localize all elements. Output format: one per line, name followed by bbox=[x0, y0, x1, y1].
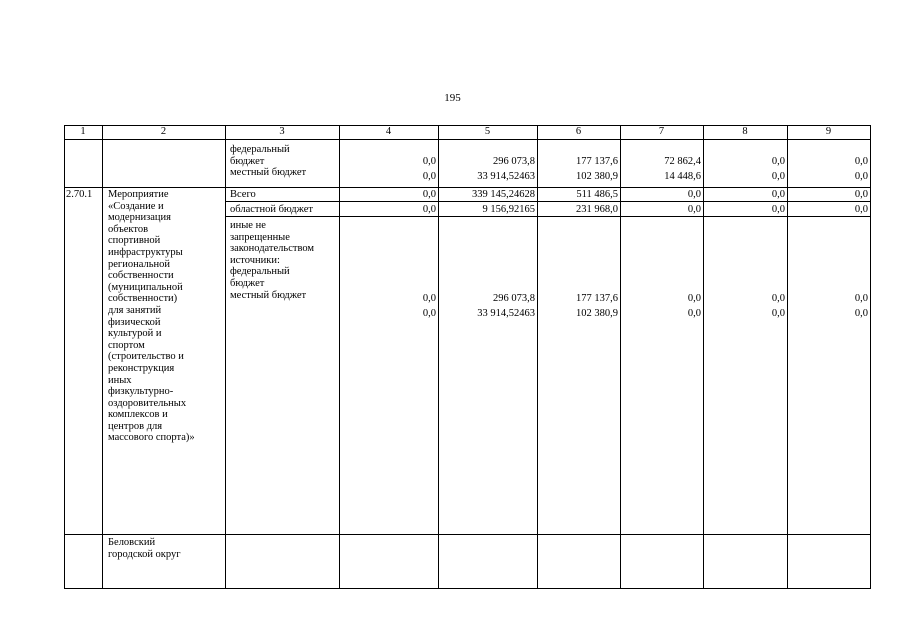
description-line: реконструкция bbox=[108, 362, 175, 374]
table-cell: 0,0 bbox=[854, 156, 868, 167]
table-cell: 296 073,8 bbox=[493, 293, 535, 304]
header-cell: 6 bbox=[575, 126, 582, 137]
col-border bbox=[225, 125, 226, 589]
col-border bbox=[64, 125, 65, 589]
description-line: региональной bbox=[108, 258, 170, 270]
table-cell: 0,0 bbox=[771, 308, 785, 319]
table-cell: 0,0 bbox=[422, 204, 436, 215]
table-cell: 0,0 bbox=[854, 204, 868, 215]
table-cell: 102 380,9 bbox=[576, 308, 618, 319]
table-cell: 231 968,0 bbox=[576, 204, 618, 215]
description-line: иных bbox=[108, 374, 132, 386]
description-line: спортом bbox=[108, 339, 145, 351]
description-line: комплексов и bbox=[108, 409, 168, 421]
table-cell: 0,0 bbox=[854, 293, 868, 304]
table-border-bottom bbox=[64, 588, 871, 589]
description-line: оздоровительных bbox=[108, 397, 187, 409]
table-cell: 0,0 bbox=[854, 308, 868, 319]
table-cell: 0,0 bbox=[422, 293, 436, 304]
table-cell: 511 486,5 bbox=[576, 189, 618, 200]
table-cell: 33 914,52463 bbox=[477, 171, 535, 182]
header-cell: 2 bbox=[160, 126, 167, 137]
header-cell: 8 bbox=[742, 126, 748, 137]
measure-description bbox=[108, 189, 195, 444]
row-divider bbox=[226, 216, 871, 217]
description-line: инфраструктуры bbox=[108, 246, 183, 258]
table-cell: 0,0 bbox=[771, 156, 785, 167]
budget-table bbox=[64, 125, 871, 589]
description-line: «Создание и bbox=[108, 200, 164, 212]
municipality-label bbox=[108, 537, 181, 560]
source-label: бюджет bbox=[230, 277, 265, 289]
header-cell: 1 bbox=[80, 126, 86, 137]
table-cell: 0,0 bbox=[422, 189, 436, 200]
row-divider bbox=[64, 187, 871, 188]
description-line: физкультурно- bbox=[108, 386, 174, 398]
description-line: культурой и bbox=[108, 328, 162, 340]
table-cell: 72 862,4 bbox=[664, 156, 701, 167]
other-sources-labels bbox=[230, 220, 314, 301]
table-cell: 102 380,9 bbox=[576, 171, 618, 182]
source-label: местный бюджет bbox=[230, 289, 307, 301]
row-divider bbox=[226, 201, 871, 202]
table-cell: 33 914,52463 bbox=[477, 308, 535, 319]
source-label: иные не bbox=[230, 220, 266, 231]
regional-label: областной бюджет bbox=[230, 204, 313, 215]
description-line: объектов bbox=[108, 223, 149, 235]
source-label: федеральный bbox=[230, 266, 290, 278]
table-cell: 0,0 bbox=[422, 308, 436, 319]
table-cell: 0,0 bbox=[687, 293, 701, 304]
table-cell: 0,0 bbox=[854, 189, 868, 200]
header-cell: 7 bbox=[658, 126, 665, 137]
table-cell: 177 137,6 bbox=[576, 156, 618, 167]
table-cell: 0,0 bbox=[771, 204, 785, 215]
header-cell: 3 bbox=[279, 126, 285, 137]
header-cell: 9 bbox=[825, 126, 832, 137]
table-cell: 0,0 bbox=[771, 171, 785, 182]
municipality-line: городской округ bbox=[108, 548, 181, 560]
row-code: 2.70.1 bbox=[66, 189, 93, 200]
total-label: Всего bbox=[230, 189, 256, 200]
table-cell: 0,0 bbox=[687, 189, 701, 200]
description-line: массового спорта)» bbox=[108, 432, 195, 444]
description-line: собственности bbox=[108, 270, 174, 282]
table-cell: 0,0 bbox=[422, 156, 436, 167]
table-cell: 0,0 bbox=[771, 189, 785, 200]
table-cell: 0,0 bbox=[687, 308, 701, 319]
source-label: источники: bbox=[230, 254, 280, 266]
table-cell: 9 156,92165 bbox=[482, 204, 535, 215]
table-cell: 0,0 bbox=[687, 204, 701, 215]
col-border bbox=[870, 125, 871, 589]
funding-source-labels bbox=[230, 144, 306, 179]
page-number: 195 bbox=[444, 92, 461, 104]
source-label: федеральный bbox=[230, 144, 290, 155]
col-border bbox=[102, 125, 103, 589]
description-line: Мероприятие bbox=[108, 189, 169, 200]
header-cell: 5 bbox=[484, 126, 491, 137]
description-line: собственности) bbox=[108, 293, 178, 305]
description-line: для занятий bbox=[108, 304, 162, 316]
row-divider bbox=[64, 534, 871, 535]
source-label: бюджет bbox=[230, 155, 265, 167]
description-line: центров для bbox=[108, 420, 163, 432]
municipality-line: Беловский bbox=[108, 537, 156, 548]
source-label: местный бюджет bbox=[230, 167, 307, 179]
table-cell: 296 073,8 bbox=[493, 156, 535, 167]
table-cell: 177 137,6 bbox=[576, 293, 618, 304]
table-cell: 0,0 bbox=[422, 171, 436, 182]
table-cell: 0,0 bbox=[771, 293, 785, 304]
source-label: законодательством bbox=[230, 243, 315, 255]
description-line: (строительство и bbox=[108, 351, 184, 363]
description-line: (муниципальной bbox=[108, 281, 183, 293]
description-line: модернизация bbox=[108, 212, 171, 224]
table-cell: 14 448,6 bbox=[664, 171, 701, 182]
source-label: запрещенные bbox=[230, 231, 290, 243]
table-cell: 0,0 bbox=[854, 171, 868, 182]
header-divider bbox=[64, 139, 871, 140]
table-cell: 339 145,24628 bbox=[472, 189, 535, 200]
header-cell: 4 bbox=[385, 126, 392, 137]
description-line: физической bbox=[108, 316, 161, 328]
description-line: спортивной bbox=[108, 235, 161, 247]
